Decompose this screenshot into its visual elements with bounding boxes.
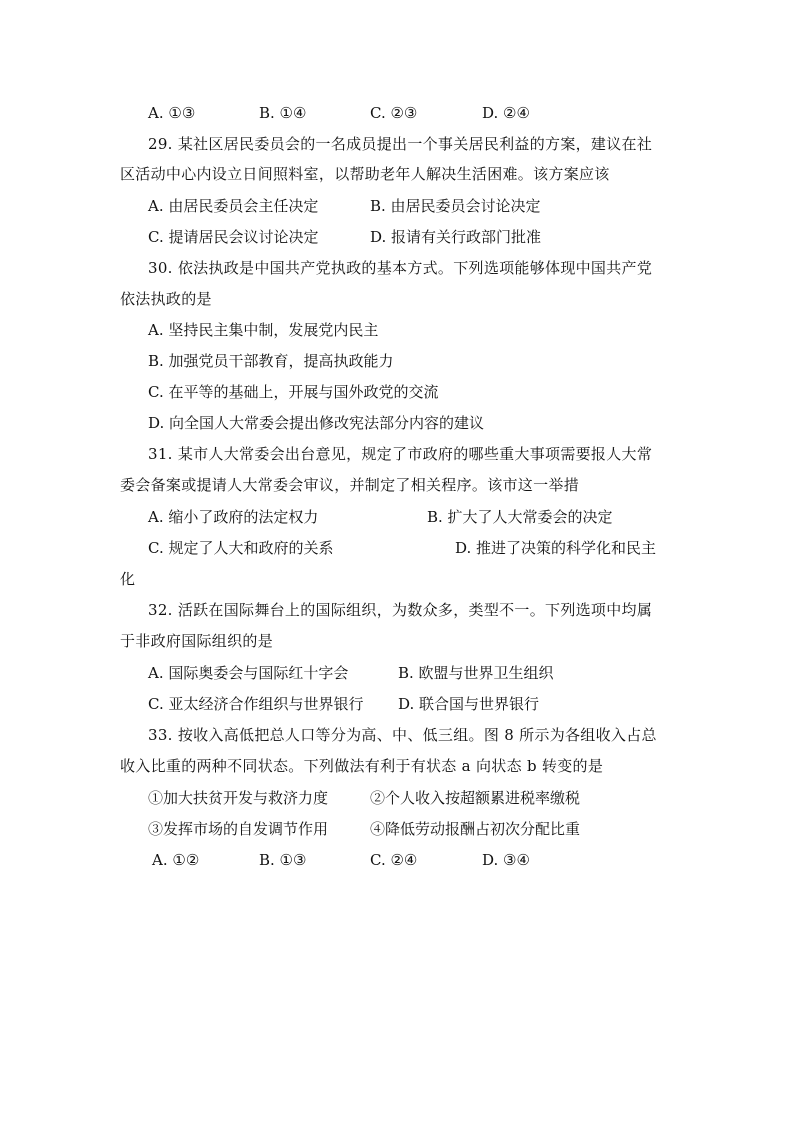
q31-option-d: D. 推进了决策的科学化和民主 xyxy=(455,539,657,557)
q28-option-d: D. ②④ xyxy=(482,104,530,122)
q32-option-c: C. 亚太经济合作组织与世界银行 xyxy=(148,695,364,713)
q33-item-3: ③发挥市场的自发调节作用 xyxy=(148,820,329,838)
q33-item-1: ①加大扶贫开发与救济力度 xyxy=(148,789,329,807)
q31-option-d-wrap: 化 xyxy=(120,570,136,588)
q32-stem-line1: 32. 活跃在国际舞台上的国际组织，为数众多，类型不一。下列选项中均属 xyxy=(148,601,653,619)
q33-option-b: B. ①③ xyxy=(259,851,307,869)
q33-item-2: ②个人收入按超额累进税率缴税 xyxy=(370,789,581,807)
q31-option-a: A. 缩小了政府的法定权力 xyxy=(148,508,319,526)
q31-option-b: B. 扩大了人大常委会的决定 xyxy=(427,508,613,526)
q29-option-b: B. 由居民委员会讨论决定 xyxy=(370,197,541,215)
q28-option-a: A. ①③ xyxy=(148,104,196,122)
q30-stem-line2: 依法执政的是 xyxy=(120,290,212,308)
q33-stem-line2: 收入比重的两种不同状态。下列做法有利于有状态 a 向状态 b 转变的是 xyxy=(120,757,604,775)
q30-option-d: D. 向全国人大常委会提出修改宪法部分内容的建议 xyxy=(148,414,485,432)
q28-option-b: B. ①④ xyxy=(259,104,307,122)
q33-option-a: A. ①② xyxy=(152,851,200,869)
q31-stem-line1: 31. 某市人大常委会出台意见，规定了市政府的哪些重大事项需要报人大常 xyxy=(148,445,653,463)
q29-option-c: C. 提请居民会议讨论决定 xyxy=(148,228,319,246)
q30-option-c: C. 在平等的基础上，开展与国外政党的交流 xyxy=(148,383,439,401)
q30-stem-line1: 30. 依法执政是中国共产党执政的基本方式。下列选项能够体现中国共产党 xyxy=(148,259,653,277)
q29-option-d: D. 报请有关行政部门批准 xyxy=(370,228,542,246)
q32-option-a: A. 国际奥委会与国际红十字会 xyxy=(148,664,349,682)
q32-option-b: B. 欧盟与世界卫生组织 xyxy=(398,664,554,682)
q33-option-c: C. ②④ xyxy=(370,851,418,869)
q28-option-c: C. ②③ xyxy=(370,104,418,122)
q31-stem-line2: 委会备案或提请人大常委会审议，并制定了相关程序。该市这一举措 xyxy=(120,476,580,494)
q30-option-b: B. 加强党员干部教育，提高执政能力 xyxy=(148,352,394,370)
q32-option-d: D. 联合国与世界银行 xyxy=(398,695,540,713)
q33-stem-line1: 33. 按收入高低把总人口等分为高、中、低三组。图 8 所示为各组收入占总 xyxy=(148,726,657,744)
q30-option-a: A. 坚持民主集中制，发展党内民主 xyxy=(148,321,379,339)
q32-stem-line2: 于非政府国际组织的是 xyxy=(120,632,274,650)
q33-item-4: ④降低劳动报酬占初次分配比重 xyxy=(370,820,581,838)
q33-option-d: D. ③④ xyxy=(482,851,530,869)
q31-option-c: C. 规定了人大和政府的关系 xyxy=(148,539,334,557)
q29-stem-line2: 区活动中心内设立日间照料室，以帮助老年人解决生活困难。该方案应该 xyxy=(120,165,610,183)
q29-option-a: A. 由居民委员会主任决定 xyxy=(148,197,319,215)
q29-stem-line1: 29. 某社区居民委员会的一名成员提出一个事关居民利益的方案，建议在社 xyxy=(148,135,653,153)
